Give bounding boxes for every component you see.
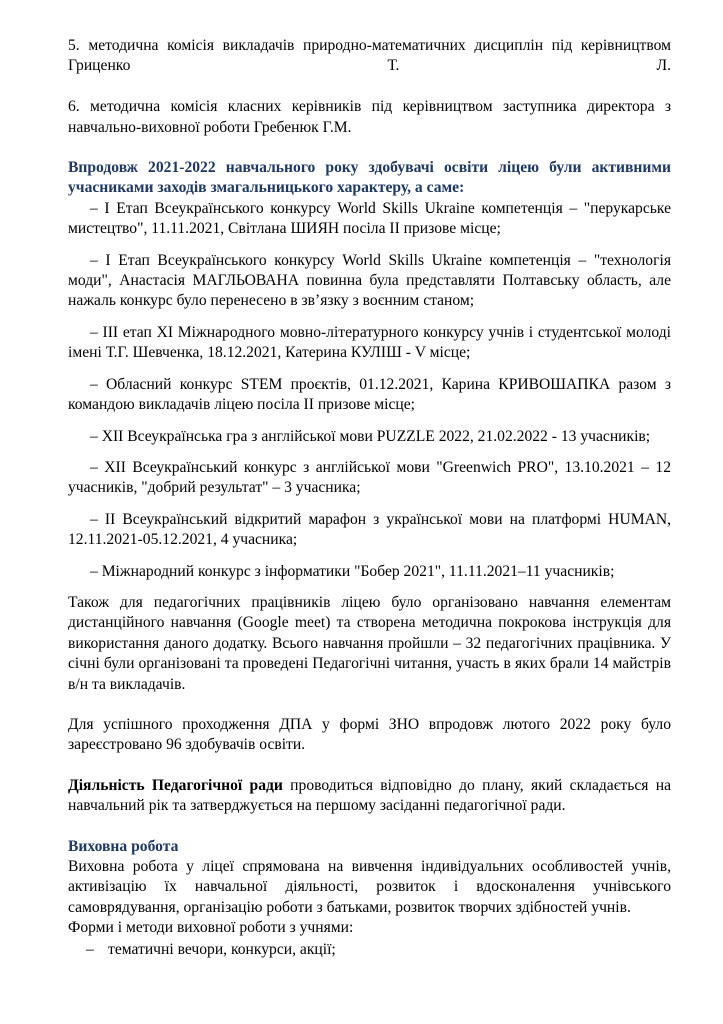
commission-item-6: 6. методична комісія класних керівників під керівництвом заступника директора з навчально-виховної роботи Гребенюк Г.М.: [68, 98, 671, 136]
upbringing-heading: Виховна робота: [68, 837, 179, 855]
list-item-text: тематичні вечори, конкурси, акції;: [108, 940, 336, 958]
event-item: – Обласний конкурс STEM проєктів, 01.12.2021, Карина КРИВОШАПКА разом з командою викладачів ліцею посіла ІІ призове місце;: [68, 375, 671, 414]
event-item: – ХІІ Всеукраїнський конкурс з англійської мови "Greenwich PRO", 13.10.2021 – 12 учасників, "добрий результат" – 3 учасника;: [68, 458, 671, 497]
event-item: – ІІ Всеукраїнський відкритий марафон з української мови на платформі HUMAN, 12.11.2021-05.12.2021, 4 учасника;: [68, 510, 671, 549]
event-item: – ХІІ Всеукраїнська гра з англійської мови PUZZLE 2022, 21.02.2022 - 13 учасників;: [90, 427, 651, 445]
upbringing-paragraph: Виховна робота у ліцеї спрямована на вивчення індивідуальних особливостей учнів, активізацію їх навчальної діяльності, розвиток і вдосконалення учнівського самоврядування, організацію роботи з батьками, розвиток творчих здібностей учнів.: [68, 858, 671, 916]
event-item: – І Етап Всеукраїнського конкурсу World Skills Ukraine компетенція – "технологія моди", Анастасія МАГЛЬОВАНА повинна була представляти Полтавську область, але нажаль конкурс було перенесено в зв’язку з воєнним станом;: [68, 251, 671, 310]
list-item: [68, 940, 671, 960]
training-paragraph: Також для педагогічних працівників ліцею було організовано навчання елементам дистанційного навчання (Google meet) та створена методична покрокова інструкція для використання даного додатку. Всього навчання пройшли – 32 педагогічних працівника. У січні були організовані та проведені Педагогічні читання, участь в яких брали 14 майстрів в/н та викладачів.: [68, 593, 671, 693]
dpa-paragraph: Для успішного проходження ДПА у формі ЗНО впродовж лютого 2022 року було зареєстровано 96 здобувачів освіти.: [68, 715, 671, 754]
council-text: проводиться відповідно до плану, який складається на навчальний рік та затверджується на першому засіданні педагогічної ради.: [68, 776, 671, 815]
event-item: – І Етап Всеукраїнського конкурсу World Skills Ukraine компетенція – "перукарське мистецтво", 11.11.2021, Світлана ШИЯН посіла ІІ призове місце;: [68, 199, 671, 238]
council-paragraph: [68, 776, 671, 817]
event-item: – ІІІ етап ХІ Міжнародного мовно-літературного конкурсу учнів і студентської молоді імені Т.Г. Шевченка, 18.12.2021, Катерина КУЛІШ - V місце;: [68, 323, 671, 362]
document-page: [68, 36, 671, 960]
council-title: Діяльність Педагогічної ради: [68, 776, 283, 794]
events-heading: Впродовж 2021-2022 навчального року здобувачі освіти ліцею були активними учасниками заходів змагальницького характеру, а саме:: [68, 159, 671, 197]
list-dash: –: [86, 940, 94, 958]
event-item: – Міжнародний конкурс з інформатики "Бобер 2021", 11.11.2021–11 учасників;: [90, 562, 615, 580]
commission-item-5: 5. методична комісія викладачів природно-математичних дисциплін під керівництвом Гриценко Т. Л.: [68, 37, 671, 75]
upbringing-forms-intro: Форми і методи виховної роботи з учнями:: [68, 919, 354, 937]
